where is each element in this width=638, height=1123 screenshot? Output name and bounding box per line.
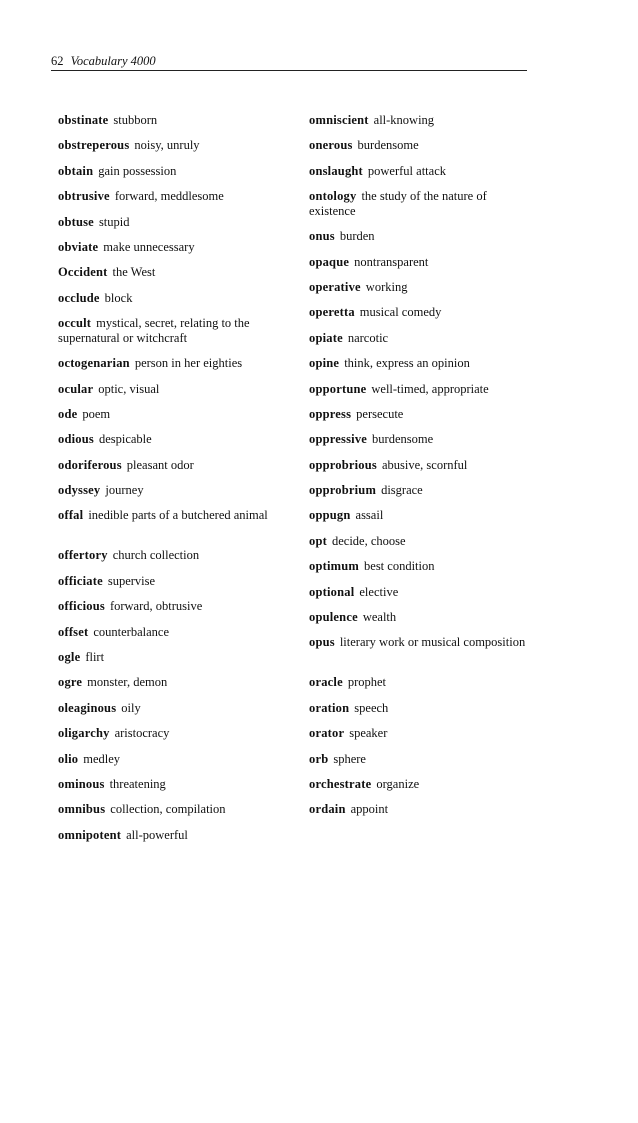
vocab-definition: gain possession	[98, 163, 177, 178]
vocab-entry	[58, 483, 284, 508]
vocab-entry	[58, 164, 284, 189]
vocab-term: olio	[58, 751, 79, 766]
vocab-term: ominous	[58, 776, 105, 791]
vocab-term: offset	[58, 624, 89, 639]
vocab-definition: working	[365, 279, 408, 294]
vocab-term: oppressive	[309, 432, 368, 447]
running-title: Vocabulary 4000	[70, 54, 156, 68]
vocab-entry	[309, 585, 535, 610]
vocab-entry	[58, 625, 284, 650]
page-header	[51, 54, 527, 71]
vocab-definition: make unnecessary	[103, 239, 195, 254]
vocab-definition: pleasant odor	[126, 457, 194, 472]
vocab-definition: best condition	[364, 559, 435, 574]
vocab-entry	[309, 701, 535, 726]
vocab-term: onus	[309, 229, 335, 244]
vocab-entry	[309, 802, 535, 827]
vocab-term: ogre	[58, 675, 83, 690]
vocab-entry	[309, 458, 535, 483]
vocab-definition: block	[104, 290, 133, 305]
vocab-term: operetta	[309, 305, 355, 320]
vocab-term: opiate	[309, 330, 343, 345]
vocab-term: opprobrious	[309, 457, 377, 472]
vocab-entry	[309, 305, 535, 330]
vocab-entry	[58, 675, 284, 700]
vocab-term: offal	[58, 508, 84, 523]
vocab-entry	[309, 229, 535, 254]
vocab-entry	[58, 189, 284, 214]
vocab-definition: collection, compilation	[110, 802, 226, 817]
vocab-entry	[309, 280, 535, 305]
vocab-definition: decide, choose	[331, 533, 406, 548]
vocab-entry	[58, 215, 284, 240]
vocab-term: ordain	[309, 802, 346, 817]
vocab-entry	[309, 635, 535, 675]
vocab-entry	[309, 534, 535, 559]
vocab-term: oligarchy	[58, 726, 110, 741]
vocab-definition: speaker	[349, 726, 388, 741]
vocab-term: ontology	[309, 189, 357, 204]
vocab-definition: the study of the nature of existence	[309, 189, 487, 218]
vocab-term: oppress	[309, 406, 352, 421]
vocab-term: onslaught	[309, 163, 363, 178]
vocab-definition: person in her eighties	[134, 356, 243, 371]
vocab-definition: inedible parts of a butchered animal	[88, 508, 268, 523]
vocab-entry	[58, 356, 284, 381]
vocab-definition: elective	[359, 584, 399, 599]
vocab-term: onerous	[309, 138, 353, 153]
vocabulary-column-right	[309, 113, 535, 828]
vocab-entry	[309, 559, 535, 584]
vocab-term: occlude	[58, 290, 100, 305]
vocab-term: opus	[309, 635, 335, 650]
vocab-entry	[58, 240, 284, 265]
vocab-entry	[309, 675, 535, 700]
vocab-entry	[309, 189, 535, 229]
vocab-term: octogenarian	[58, 356, 130, 371]
vocab-definition: burden	[339, 229, 375, 244]
vocab-term: opulence	[309, 610, 358, 625]
vocab-entry	[58, 407, 284, 432]
vocab-definition: medley	[83, 751, 121, 766]
vocab-definition: church collection	[112, 548, 200, 563]
vocab-entry	[309, 382, 535, 407]
vocab-term: orchestrate	[309, 776, 372, 791]
vocab-definition: burdensome	[372, 432, 434, 447]
vocab-entry	[309, 508, 535, 533]
vocab-term: odoriferous	[58, 457, 122, 472]
vocab-entry	[58, 382, 284, 407]
page-number: 62	[51, 54, 64, 68]
vocab-entry	[58, 548, 284, 573]
vocab-entry	[58, 113, 284, 138]
vocab-definition: forward, meddlesome	[114, 189, 224, 204]
vocab-term: omnibus	[58, 802, 106, 817]
vocab-term: occult	[58, 316, 92, 331]
vocab-definition: musical comedy	[359, 305, 442, 320]
vocab-term: ocular	[58, 381, 94, 396]
vocab-definition: all-knowing	[373, 113, 435, 127]
vocab-definition: appoint	[350, 802, 389, 817]
vocab-entry	[58, 458, 284, 483]
vocab-definition: nontransparent	[354, 254, 429, 269]
vocab-term: opt	[309, 533, 327, 548]
vocab-definition: speech	[354, 700, 389, 715]
vocab-definition: stubborn	[113, 113, 158, 127]
vocab-entry	[309, 777, 535, 802]
vocab-definition: flirt	[85, 650, 105, 665]
vocab-definition: stupid	[98, 214, 130, 229]
vocab-term: omniscient	[309, 113, 369, 127]
vocab-term: omnipotent	[58, 827, 122, 842]
vocab-entry	[58, 316, 284, 356]
vocab-entry	[58, 726, 284, 751]
vocab-entry	[58, 432, 284, 457]
vocab-definition: burdensome	[357, 138, 419, 153]
vocab-entry	[309, 752, 535, 777]
vocab-definition: counterbalance	[93, 624, 170, 639]
vocab-definition: the West	[112, 265, 156, 280]
vocab-entry	[309, 113, 535, 138]
vocab-definition: all-powerful	[126, 827, 188, 842]
vocab-term: operative	[309, 279, 361, 294]
vocab-definition: aristocracy	[114, 726, 170, 741]
vocab-term: ode	[58, 406, 78, 421]
vocab-term: orb	[309, 751, 329, 766]
vocab-term: orator	[309, 726, 345, 741]
vocab-definition: monster, demon	[87, 675, 168, 690]
vocab-term: obtain	[58, 163, 94, 178]
vocab-definition: powerful attack	[367, 163, 446, 178]
vocab-definition: disgrace	[381, 483, 423, 498]
vocab-entry	[309, 726, 535, 751]
vocab-entry	[309, 610, 535, 635]
vocab-term: officiate	[58, 573, 103, 588]
vocab-entry	[309, 483, 535, 508]
vocab-definition: poem	[82, 406, 111, 421]
vocab-term: odious	[58, 432, 94, 447]
vocab-definition: well-timed, appropriate	[371, 381, 489, 396]
vocab-entry	[58, 265, 284, 290]
vocab-term: odyssey	[58, 483, 101, 498]
vocab-entry	[58, 138, 284, 163]
vocab-entry	[309, 138, 535, 163]
vocab-entry	[309, 432, 535, 457]
vocab-definition: threatening	[109, 776, 166, 791]
vocab-entry	[309, 164, 535, 189]
vocab-term: oppugn	[309, 508, 351, 523]
vocab-term: obtuse	[58, 214, 94, 229]
vocab-entry	[309, 356, 535, 381]
vocab-term: opprobrium	[309, 483, 377, 498]
vocab-definition: forward, obtrusive	[109, 599, 203, 614]
vocab-term: oracle	[309, 675, 343, 690]
vocab-definition: wealth	[362, 610, 397, 625]
vocab-definition: supervise	[107, 573, 156, 588]
vocab-term: obstreperous	[58, 138, 130, 153]
vocab-term: offertory	[58, 548, 108, 563]
vocab-definition: prophet	[347, 675, 387, 690]
vocab-entry	[58, 752, 284, 777]
vocab-entry	[309, 255, 535, 280]
vocab-entry	[58, 508, 284, 548]
vocab-entry	[58, 802, 284, 827]
vocab-term: optional	[309, 584, 355, 599]
vocab-entry	[58, 828, 284, 853]
vocab-definition: persecute	[356, 406, 404, 421]
vocabulary-column-left	[58, 113, 284, 853]
vocab-term: opportune	[309, 381, 367, 396]
vocab-term: officious	[58, 599, 105, 614]
vocab-definition: think, express an opinion	[344, 356, 470, 371]
vocab-term: ogle	[58, 650, 81, 665]
vocab-term: opine	[309, 356, 340, 371]
vocab-term: opaque	[309, 254, 350, 269]
vocab-definition: organize	[376, 776, 420, 791]
vocab-term: obtrusive	[58, 189, 110, 204]
vocab-definition: mystical, secret, relating to the supernatural or witchcraft	[58, 316, 250, 345]
vocab-term: optimum	[309, 559, 360, 574]
vocab-term: oration	[309, 700, 350, 715]
vocab-term: obstinate	[58, 113, 109, 127]
vocab-definition: oily	[121, 700, 141, 715]
vocab-entry	[58, 291, 284, 316]
vocab-entry	[58, 574, 284, 599]
vocab-definition: abusive, scornful	[381, 457, 468, 472]
vocab-entry	[309, 331, 535, 356]
vocab-entry	[58, 701, 284, 726]
vocab-term: oleaginous	[58, 700, 117, 715]
vocab-entry	[58, 650, 284, 675]
vocab-definition: noisy, unruly	[134, 138, 200, 153]
vocab-definition: despicable	[98, 432, 152, 447]
vocab-term: obviate	[58, 239, 99, 254]
vocab-definition: literary work or musical composition	[339, 635, 526, 650]
vocab-term: Occident	[58, 265, 108, 280]
vocab-entry	[309, 407, 535, 432]
vocab-definition: optic, visual	[98, 381, 160, 396]
vocab-entry	[58, 777, 284, 802]
vocab-definition: sphere	[333, 751, 366, 766]
vocab-definition: journey	[105, 483, 144, 498]
vocab-entry	[58, 599, 284, 624]
vocab-definition: assail	[355, 508, 384, 523]
vocab-definition: narcotic	[347, 330, 389, 345]
